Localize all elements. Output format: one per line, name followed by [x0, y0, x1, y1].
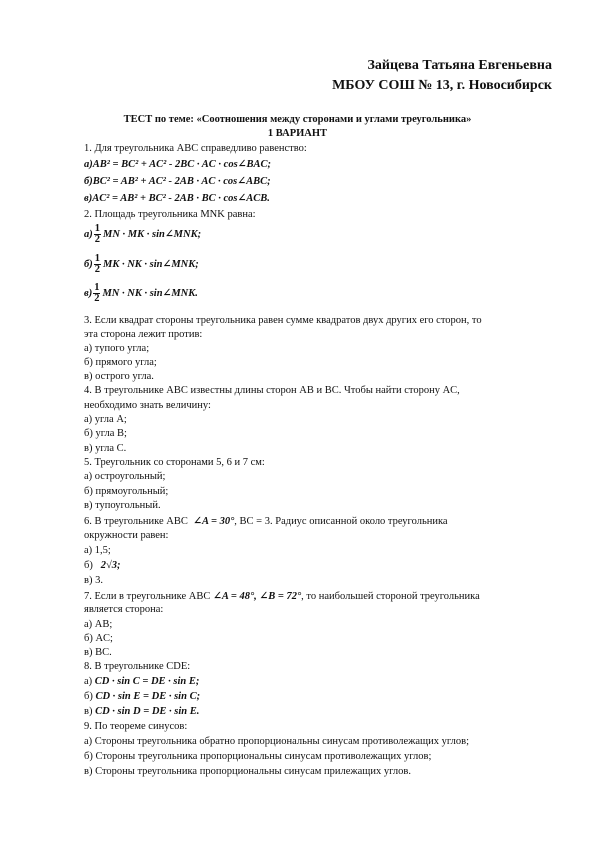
question-7-text-pre: 7. Если в треугольнике ABC — [84, 591, 211, 602]
question-6-text-pre: 6. В треугольнике ABC — [84, 516, 188, 527]
option-label: б) — [84, 176, 93, 187]
option-label: в) — [84, 193, 93, 204]
fraction-one-half — [94, 224, 101, 245]
fraction-numerator: 1 — [94, 223, 100, 234]
variant-label: 1 ВАРИАНТ — [267, 128, 328, 139]
question-4-option-a: а) угла A; — [84, 414, 127, 425]
question-8-option-c — [84, 706, 199, 717]
question-9-option-c: в) Стороны треугольника пропорциональны синусам прилежащих углов. — [84, 766, 411, 777]
question-6-option-a: а) 1,5; — [84, 545, 111, 556]
formula: ∠A = 48°, ∠B = 72° — [213, 591, 302, 602]
question-6-text-line-1 — [84, 515, 448, 527]
fraction-denominator: 2 — [94, 264, 100, 275]
question-4-text-line-2: необходимо знать величину: — [84, 400, 211, 411]
question-2-option-a — [84, 224, 201, 245]
option-label: в) — [84, 706, 93, 717]
question-3-option-c: в) острого угла. — [84, 371, 154, 382]
question-1-option-b — [84, 175, 271, 187]
question-9-option-a: а) Стороны треугольника обратно пропорциональны синусам противолежащих углов; — [84, 736, 469, 747]
fraction-numerator: 1 — [94, 253, 100, 264]
option-label: в) — [84, 287, 93, 299]
question-2-option-c — [84, 283, 198, 304]
question-2-option-b — [84, 254, 199, 275]
question-5-option-b: б) прямоугольный; — [84, 486, 169, 497]
formula: 2√3; — [100, 560, 121, 571]
question-7-text-line-1 — [84, 590, 480, 602]
option-label: а) — [84, 228, 93, 240]
question-8-option-b — [84, 691, 200, 702]
fraction-one-half — [93, 283, 100, 304]
question-7-option-c: в) BC. — [84, 647, 112, 658]
option-label: б) — [84, 560, 93, 571]
question-7-text-post: , то наибольшей стороной треугольника — [301, 591, 480, 602]
question-7-option-b: б) AC; — [84, 633, 113, 644]
school-name: МБОУ СОШ № 13, г. Новосибирск — [332, 78, 552, 93]
formula: MN · MK · sin∠MNK; — [103, 228, 202, 240]
formula: MN · NK · sin∠MNK. — [102, 287, 198, 299]
fraction-denominator: 2 — [94, 293, 100, 304]
question-1-option-c — [84, 192, 270, 204]
question-8-text: 8. В треугольнике CDE: — [84, 661, 191, 672]
question-5-text: 5. Треугольник со сторонами 5, 6 и 7 см: — [84, 457, 265, 468]
formula: BC² = AB² + AC² - 2AB · AC · cos∠ABC; — [92, 176, 271, 187]
option-label: б) — [84, 691, 93, 702]
fraction-numerator: 1 — [94, 282, 100, 293]
fraction-one-half — [94, 254, 101, 275]
formula: CD · sin E = DE · sin C; — [95, 691, 201, 702]
question-1-text: 1. Для треугольника ABC справедливо равенство: — [84, 143, 307, 154]
question-5-option-c: в) тупоугольный. — [84, 500, 161, 511]
formula: MK · NK · sin∠MNK; — [103, 258, 199, 270]
question-6-text-line-2: окружности равен: — [84, 530, 169, 541]
question-7-text-line-2: является сторона: — [84, 604, 164, 615]
question-7-option-a: а) AB; — [84, 619, 113, 630]
author-name: Зайцева Татьяна Евгеньевна — [367, 58, 552, 73]
question-6-text-post: , BC = 3. Радиус описанной около треугольника — [234, 516, 448, 527]
option-label: а) — [84, 676, 93, 687]
question-9-option-b: б) Стороны треугольника пропорциональны синусам противолежащих углов; — [84, 751, 432, 762]
question-3-option-b: б) прямого угла; — [84, 357, 157, 368]
question-2-text: 2. Площадь треугольника MNK равна: — [84, 209, 256, 220]
formula: AC² = AB² + BC² - 2AB · BC · cos∠ACB. — [92, 193, 270, 204]
option-label: б) — [84, 258, 93, 270]
question-4-option-c: в) угла C. — [84, 443, 127, 454]
question-9-text: 9. По теореме синусов: — [84, 721, 188, 732]
formula: AB² = BC² + AC² - 2BC · AC · cos∠BAC; — [92, 159, 271, 170]
formula: CD · sin D = DE · sin E. — [95, 706, 200, 717]
question-4-text-line-1: 4. В треугольнике ABC известны длины сторон AB и BC. Чтобы найти сторону AC, — [84, 385, 460, 396]
question-4-option-b: б) угла B; — [84, 428, 127, 439]
question-1-option-a — [84, 158, 271, 170]
question-5-option-a: а) остроугольный; — [84, 471, 166, 482]
question-8-option-a — [84, 676, 199, 687]
question-6-option-b — [84, 560, 120, 571]
test-title: ТЕСТ по теме: «Соотношения между сторонами и углами треугольника» — [123, 114, 472, 125]
formula: ∠A = 30° — [193, 516, 235, 527]
question-6-option-c: в) 3. — [84, 575, 103, 586]
question-3-text-line-1: 3. Если квадрат стороны треугольника равен сумме квадратов двух других его сторон, то — [84, 315, 482, 326]
option-label: а) — [84, 159, 93, 170]
question-3-option-a: а) тупого угла; — [84, 343, 150, 354]
formula: CD · sin C = DE · sin E; — [94, 676, 200, 687]
fraction-denominator: 2 — [94, 234, 100, 245]
question-3-text-line-2: эта сторона лежит против: — [84, 329, 203, 340]
